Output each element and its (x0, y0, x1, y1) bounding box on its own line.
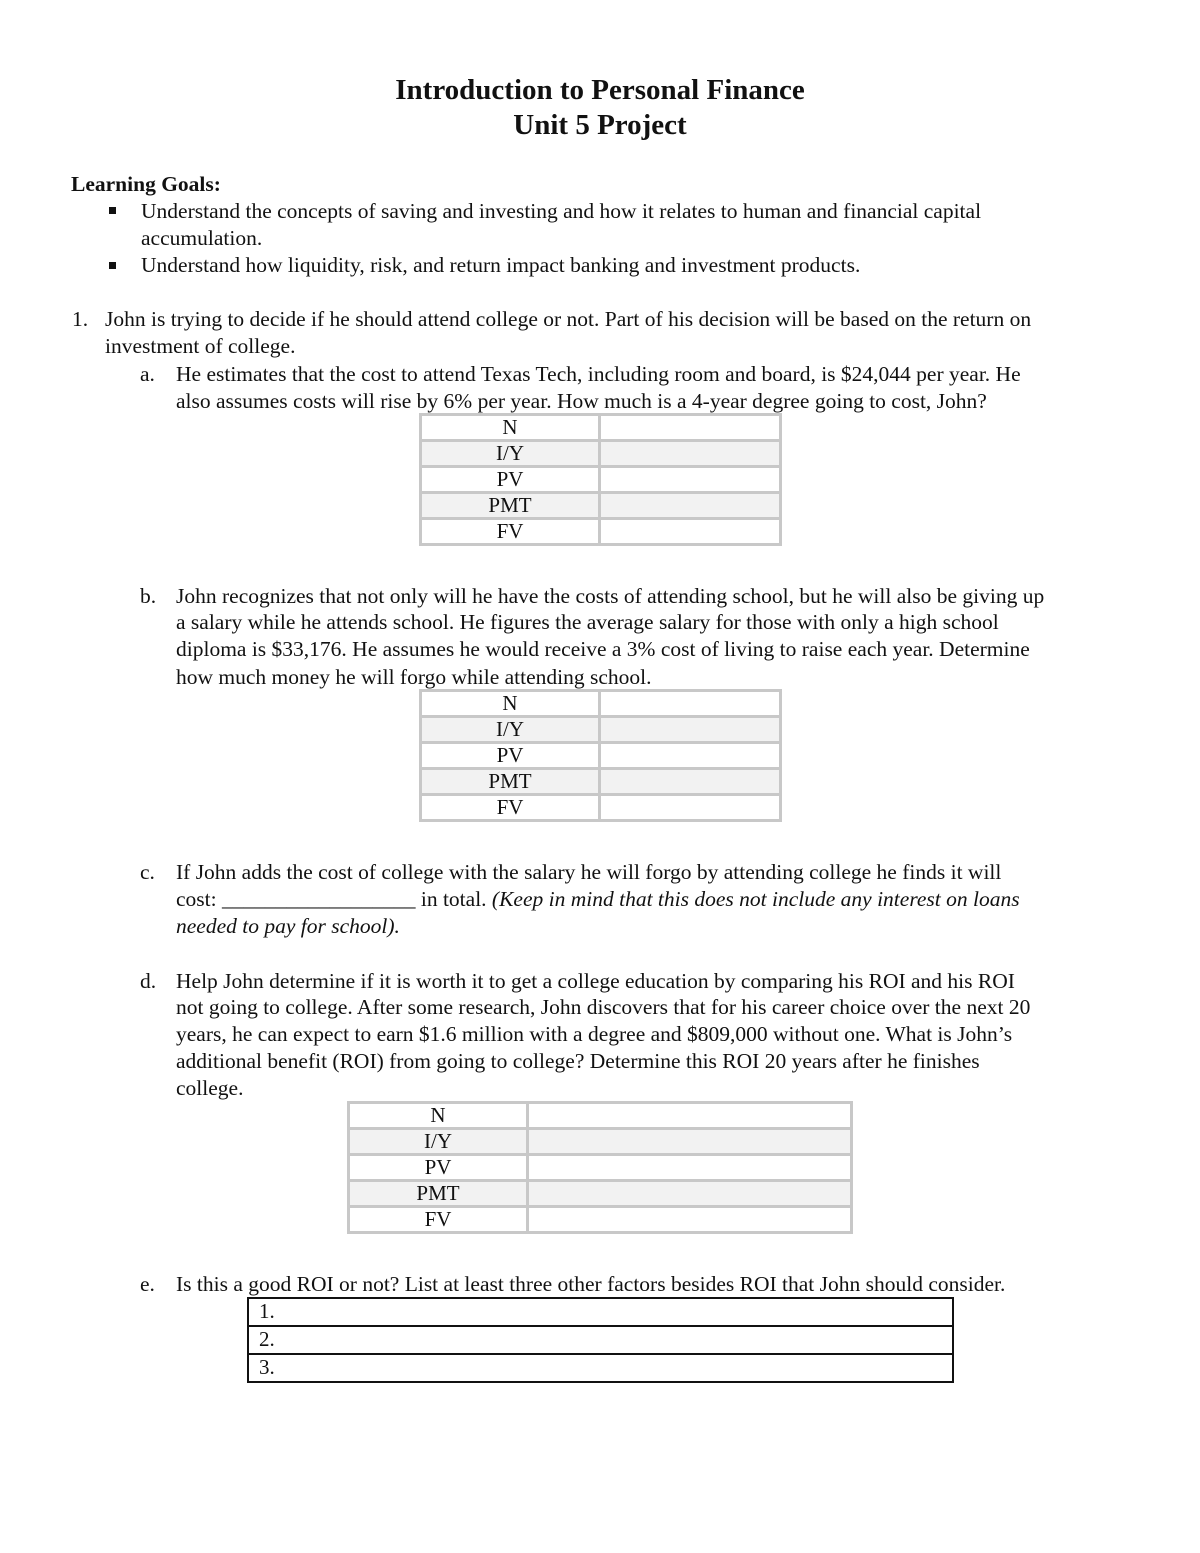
part-c-line-1: If John adds the cost of college with the salary he will forgo by attending college he finds it will (176, 860, 1002, 884)
tvm-label-pv: PV (349, 1155, 528, 1181)
part-d-label: d. (140, 969, 157, 993)
part-d-line-5: college. (176, 1076, 244, 1100)
part-c-note: (Keep in mind that this does not include any interest on loans (491, 887, 1020, 911)
part-d-pmt-input[interactable] (529, 1182, 850, 1205)
table-row (421, 441, 781, 467)
part-a-n-input[interactable] (601, 416, 779, 439)
tvm-label-n: N (421, 415, 600, 441)
part-a-pv-input[interactable] (601, 468, 779, 491)
bullet-icon (109, 207, 116, 214)
part-c-line-3: needed to pay for school). (176, 914, 400, 938)
part-b-line-3: diploma is $33,176. He assumes he would receive a 3% cost of living to raise each year. Determine (176, 637, 1030, 661)
part-b-line-2: a salary while he attends school. He figures the average salary for those with only a high school (176, 610, 999, 634)
tvm-label-pmt: PMT (421, 493, 600, 519)
part-a-fv-input[interactable] (601, 520, 779, 543)
document-title: Introduction to Personal Finance (395, 74, 805, 106)
tvm-label-fv: FV (421, 519, 600, 545)
tvm-label-iy: I/Y (421, 717, 600, 743)
part-d-iy-input[interactable] (529, 1130, 850, 1153)
other-factors-table (247, 1297, 954, 1383)
part-c-prefix: cost: (176, 887, 222, 911)
table-row (421, 769, 781, 795)
factor-number: 3. (259, 1355, 275, 1379)
table-row (248, 1298, 953, 1326)
part-a-line-2: also assumes costs will rise by 6% per year. How much is a 4-year degree going to cost, John? (176, 389, 987, 413)
table-row (421, 493, 781, 519)
table-row (248, 1326, 953, 1354)
part-d-pv-input[interactable] (529, 1156, 850, 1179)
table-row (421, 415, 781, 441)
part-c-suffix: in total. (415, 887, 492, 911)
part-d-tvm-table (347, 1101, 853, 1234)
part-a-iy-input[interactable] (601, 442, 779, 465)
tvm-label-pv: PV (421, 467, 600, 493)
factor-1-input[interactable] (279, 1300, 933, 1325)
table-row (248, 1354, 953, 1382)
part-d-line-4: additional benefit (ROI) from going to college? Determine this ROI 20 years after he finishes (176, 1049, 980, 1073)
goal-1-line-1: Understand the concepts of saving and investing and how it relates to human and financial capital (141, 199, 982, 223)
part-a-pmt-input[interactable] (601, 494, 779, 517)
part-b-label: b. (140, 584, 157, 608)
part-e-label: e. (140, 1272, 155, 1296)
part-d-line-2: not going to college. After some research, John discovers that for his career choice over the next 20 (176, 995, 1031, 1019)
part-b-n-input[interactable] (601, 692, 779, 715)
table-row (421, 743, 781, 769)
tvm-label-pmt: PMT (421, 769, 600, 795)
table-row (421, 717, 781, 743)
goal-1-line-2: accumulation. (141, 226, 263, 250)
part-d-n-input[interactable] (529, 1104, 850, 1127)
tvm-label-n: N (421, 691, 600, 717)
question-1-line-2: investment of college. (105, 334, 296, 358)
part-a-label: a. (140, 362, 155, 386)
part-b-tvm-table (419, 689, 782, 822)
tvm-label-iy: I/Y (349, 1129, 528, 1155)
goal-2-line-1: Understand how liquidity, risk, and return impact banking and investment products. (141, 253, 861, 277)
factor-3-input[interactable] (279, 1356, 933, 1381)
table-row (421, 519, 781, 545)
question-1-number: 1. (72, 307, 89, 331)
tvm-label-pv: PV (421, 743, 600, 769)
factor-number: 1. (259, 1299, 275, 1323)
part-b-fv-input[interactable] (601, 796, 779, 819)
table-row (349, 1155, 852, 1181)
table-row (421, 467, 781, 493)
tvm-label-fv: FV (421, 795, 600, 821)
part-b-pmt-input[interactable] (601, 770, 779, 793)
part-c-line-2 (176, 886, 1020, 913)
part-d-fv-input[interactable] (529, 1208, 850, 1231)
part-b-line-1: John recognizes that not only will he have the costs of attending school, but he will also be giving up (176, 584, 1045, 608)
table-row (421, 795, 781, 821)
part-e-line-1: Is this a good ROI or not? List at least three other factors besides ROI that John should consider. (176, 1272, 1006, 1296)
table-row (421, 691, 781, 717)
table-row (349, 1129, 852, 1155)
table-row (349, 1181, 852, 1207)
part-c-label: c. (140, 860, 155, 884)
learning-goals-heading: Learning Goals: (71, 172, 221, 196)
bullet-icon (109, 262, 116, 269)
tvm-label-pmt: PMT (349, 1181, 528, 1207)
factor-2-input[interactable] (279, 1328, 933, 1353)
part-b-pv-input[interactable] (601, 744, 779, 767)
part-b-line-4: how much money he will forgo while attending school. (176, 665, 652, 689)
part-a-line-1: He estimates that the cost to attend Texas Tech, including room and board, is $24,044 per year. He (176, 362, 1021, 386)
total-cost-blank[interactable]: __________________ (221, 887, 416, 911)
tvm-label-n: N (349, 1103, 528, 1129)
question-1-line-1: John is trying to decide if he should attend college or not. Part of his decision will be based on the return on (105, 307, 1032, 331)
factor-number: 2. (259, 1327, 275, 1351)
part-b-iy-input[interactable] (601, 718, 779, 741)
document-subtitle: Unit 5 Project (513, 109, 687, 141)
table-row (349, 1207, 852, 1233)
part-d-line-1: Help John determine if it is worth it to get a college education by comparing his ROI and his ROI (176, 969, 1015, 993)
tvm-label-fv: FV (349, 1207, 528, 1233)
part-a-tvm-table (419, 413, 782, 546)
part-d-line-3: years, he can expect to earn $1.6 million with a degree and $809,000 without one. What is John’s (176, 1022, 1013, 1046)
table-row (349, 1103, 852, 1129)
tvm-label-iy: I/Y (421, 441, 600, 467)
